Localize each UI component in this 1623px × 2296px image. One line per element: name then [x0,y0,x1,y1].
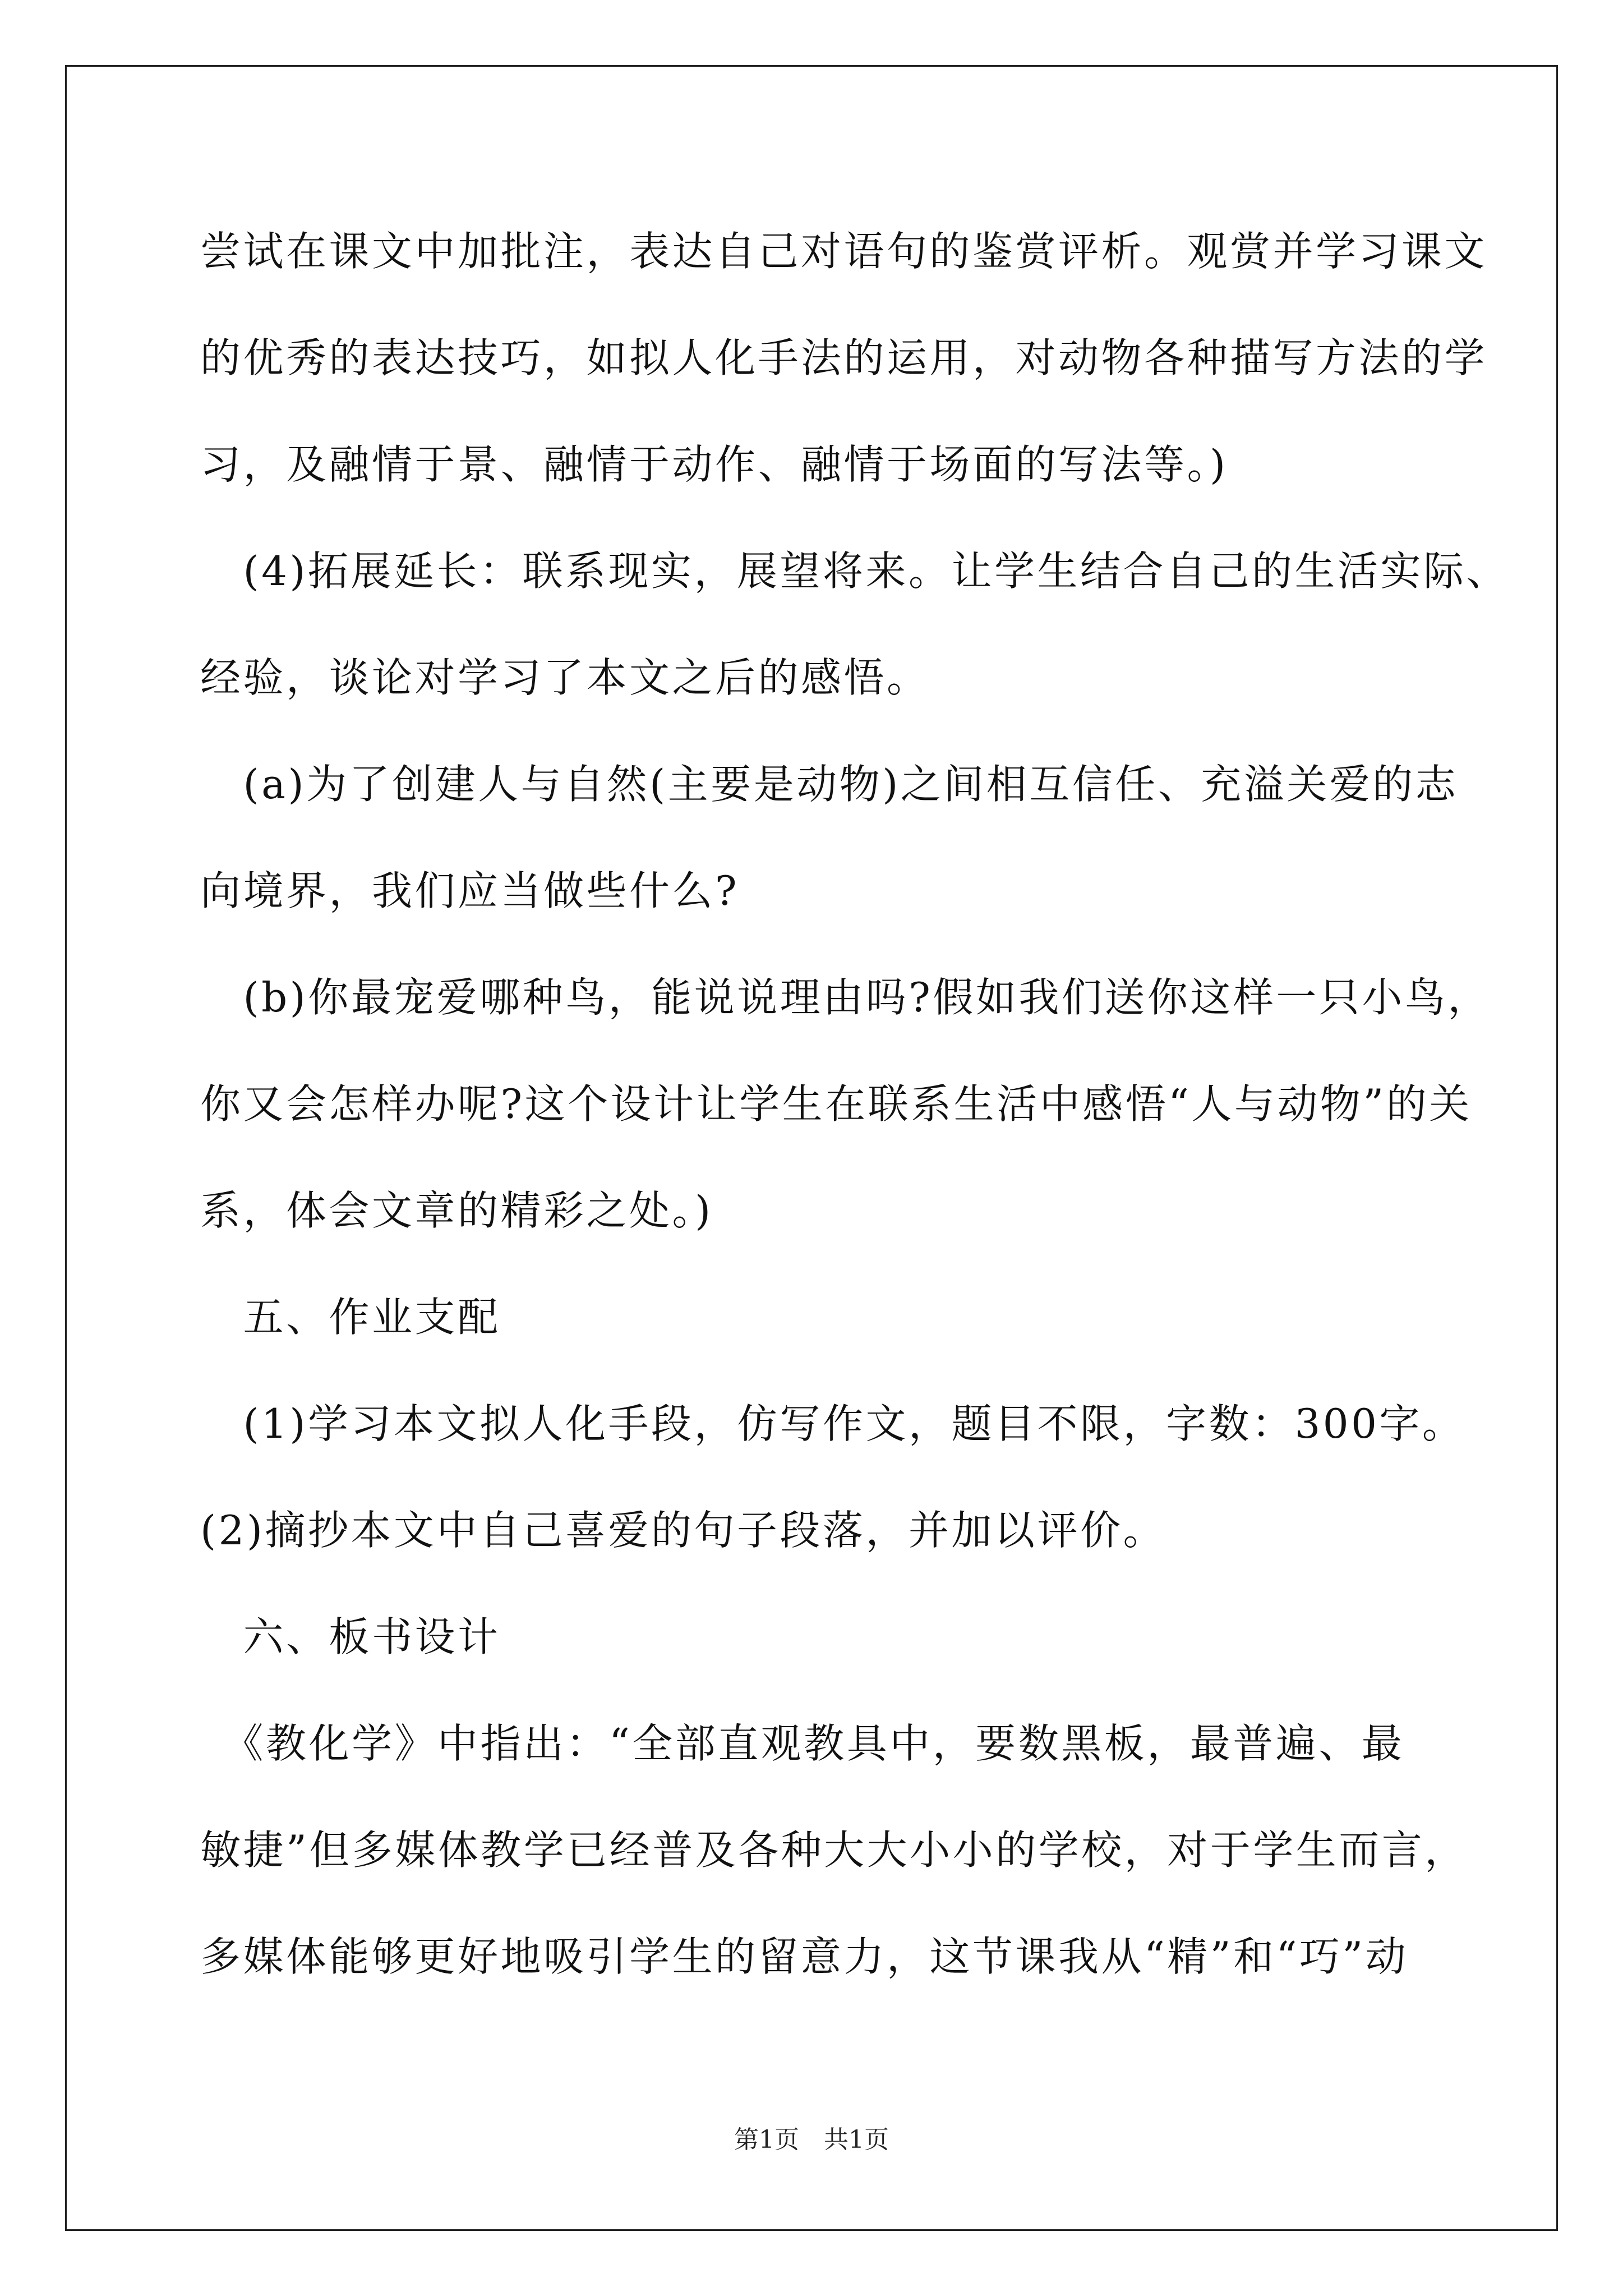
text-line: (1)学习本文拟人化手段，仿写作文，题目不限，字数：300字。 [200,1400,1465,1447]
text-line: 你又会怎样办呢?这个设计让学生在联系生活中感悟“人与动物”的关 [200,1080,1472,1128]
section-heading: 六、板书设计 [200,1613,501,1660]
text-line: 敏捷”但多媒体教学已经普及各种大大小小的学校，对于学生而言， [200,1826,1468,1874]
text-line: (b)你最宠爱哪种鸟，能说说理由吗?假如我们送你这样一只小鸟， [200,974,1491,1021]
text-line: 尝试在课文中加批注，表达自己对语句的鉴赏评析。观赏并学习课文 [200,228,1488,275]
text-line: 的优秀的表达技巧，如拟人化手法的运用，对动物各种描写方法的学 [200,334,1488,381]
text-line: (4)拓展延长：联系现实，展望将来。让学生结合自己的生活实际、 [200,547,1509,595]
text-line: 《教化学》中指出：“全部直观教具中，要数黑板，最普遍、最 [200,1720,1405,1767]
page-border [65,65,1558,2231]
text-line: 系，体会文章的精彩之处。) [200,1187,713,1234]
text-line: 向境界，我们应当做些什么? [200,867,740,914]
text-line: (a)为了创建人与自然(主要是动物)之间相互信任、充溢关爱的志 [200,761,1459,808]
text-line: (2)摘抄本文中自己喜爱的句子段落，并加以评价。 [200,1507,1166,1554]
page-footer: 第1页 共1页 [734,2125,889,2154]
text-line: 多媒体能够更好地吸引学生的留意力，这节课我从“精”和“巧”动 [200,1933,1409,1980]
section-heading: 五、作业支配 [200,1294,501,1341]
text-line: 习，及融情于景、融情于动作、融情于场面的写法等。) [200,441,1228,488]
text-line: 经验，谈论对学习了本文之后的感悟。 [200,654,930,701]
